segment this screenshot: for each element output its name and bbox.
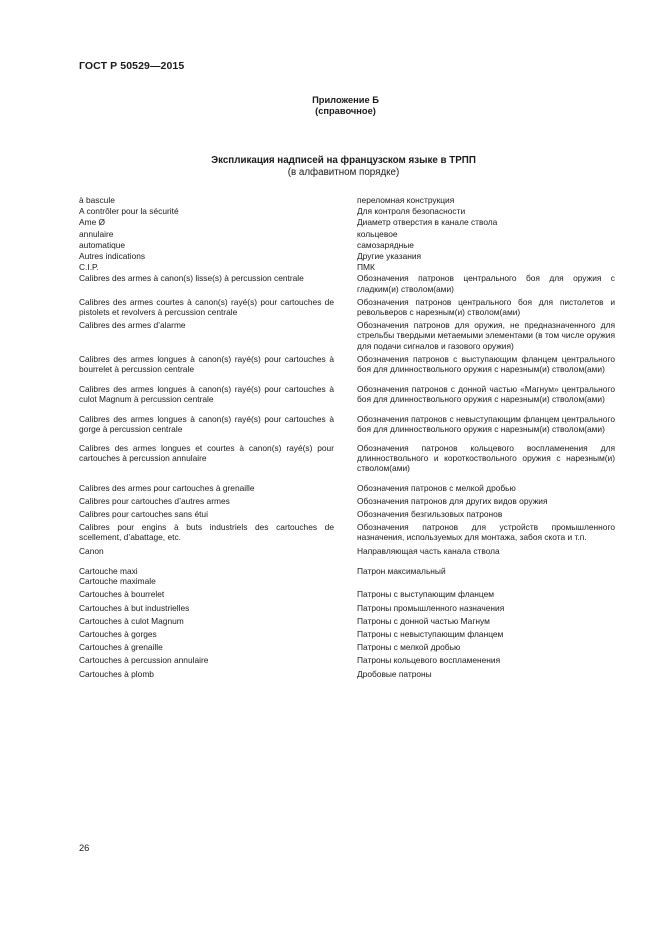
french-term: Calibres des armes courtes à canon(s) rayé(s) pour cartouches de pistolets et revolvers à percussion centrale — [79, 296, 334, 318]
russian-translation: Направляющая часть канала ствола — [357, 545, 500, 556]
russian-translation: Патроны кольцевого воспламенения — [357, 655, 501, 666]
french-term: Cartouches à grenaille — [79, 642, 163, 653]
glossary-row — [79, 206, 615, 216]
russian-translation: Патроны промышленного назначения — [357, 602, 505, 613]
french-term: Calibres des armes longues à canon(s) rayé(s) pour cartouches à culot Magnum à percussion centrale — [79, 384, 334, 405]
french-term: Cartouches à plomb — [79, 668, 154, 679]
french-term: automatique — [79, 239, 126, 250]
russian-translation: Обозначения патронов с выступающим фланцем центрального боя для длинноствольного оружия с нарезным(и) стволом(ами) — [357, 353, 615, 375]
glossary-row — [79, 414, 615, 434]
french-term: Cartouche maxi Cartouche maximale — [79, 565, 156, 587]
russian-translation: Обозначения патронов для других видов оружия — [357, 495, 548, 506]
french-term: à bascule — [79, 195, 115, 205]
french-term: Cartouches à gorges — [79, 628, 157, 639]
glossary-row — [79, 483, 615, 493]
glossary-row — [79, 655, 615, 665]
french-term: Calibres des armes longues à canon(s) rayé(s) pour cartouches à gorge à percussion centrale — [79, 413, 334, 434]
glossary-row — [79, 546, 615, 556]
glossary-row — [79, 603, 615, 613]
glossary-row — [79, 251, 615, 261]
russian-translation: Обозначения патронов с донной частью «Магнум» центрального боя для длинноствольного оружия с нарезным(и) стволом(ами) — [357, 384, 615, 405]
french-term: annulaire — [79, 228, 114, 239]
glossary-row — [79, 354, 615, 374]
glossary-row — [79, 384, 615, 404]
french-term: Autres indications — [79, 251, 146, 262]
page-number: 26 — [79, 843, 90, 853]
glossary-table — [79, 195, 615, 682]
french-term: Calibres des armes pour cartouches à grenaille — [79, 482, 255, 493]
glossary-row — [79, 509, 615, 519]
french-term: Canon — [79, 545, 104, 556]
russian-translation: Обозначения патронов центрального боя для пистолетов и револьверов с нарезным(и) стволом(ами) — [357, 296, 615, 318]
french-term: Calibres pour cartouches sans étui — [79, 509, 208, 520]
section-heading — [0, 155, 661, 179]
annex-title: Приложение Б — [312, 95, 379, 105]
russian-translation: Патроны с мелкой дробью — [357, 642, 461, 653]
russian-translation: Другие указания — [357, 251, 422, 262]
glossary-row — [79, 629, 615, 639]
russian-translation: Обозначения патронов с невыступающим фланцем центрального боя для длинноствольного оружия с нарезным(и) стволом(ами) — [357, 413, 615, 434]
russian-translation: Обозначения патронов для устройств промышленного назначения, используемых для монтажа, забоя скота и т.п. — [357, 522, 615, 543]
glossary-row — [79, 195, 615, 205]
glossary-row — [79, 217, 615, 227]
russian-translation: Для контроля безопасности — [357, 206, 466, 217]
russian-translation: Обозначения патронов с мелкой дробью — [357, 482, 516, 493]
french-term: Cartouches à but industrielles — [79, 602, 190, 613]
russian-translation: Обозначения патронов для оружия, не предназначенного для стрельбы твердыми метаемыми элементами (в том числе оружия для подачи сигналов и газового оружия) — [357, 320, 615, 351]
french-term: Ame Ø — [79, 217, 106, 228]
french-term: Calibres pour cartouches d’autres armes — [79, 495, 230, 506]
french-term: Calibres des armes longues et courtes à canon(s) rayé(s) pour cartouches à percussion annulaire — [79, 443, 334, 464]
russian-translation: Обозначения патронов центрального боя для оружия с гладким(и) стволом(ами) — [357, 273, 615, 294]
document-header: ГОСТ Р 50529—2015 — [79, 60, 185, 72]
section-subtitle: (в алфавитном порядке) — [287, 167, 400, 178]
french-term: C.I.P. — [79, 262, 99, 273]
russian-translation: ПМК — [357, 262, 375, 273]
glossary-row — [79, 589, 615, 599]
french-term: Cartouches à percussion annulaire — [79, 655, 209, 666]
glossary-row — [79, 273, 615, 293]
glossary-row — [79, 229, 615, 239]
french-term: A contrôler pour la sécurité — [79, 206, 179, 217]
glossary-row — [79, 566, 615, 586]
french-term: Cartouches à bourrelet — [79, 589, 165, 600]
annex-heading — [0, 95, 661, 117]
glossary-row — [79, 320, 615, 351]
section-title: Экспликация надписей на французском языке в ТРПП — [211, 155, 476, 166]
russian-translation: Патрон максимальный — [357, 565, 446, 576]
glossary-row — [79, 669, 615, 679]
glossary-row — [79, 522, 615, 542]
french-term: Cartouches à culot Magnum — [79, 615, 184, 626]
annex-note: (справочное) — [315, 106, 376, 116]
russian-translation: Патроны с выступающим фланцем — [357, 589, 495, 600]
glossary-row — [79, 642, 615, 652]
russian-translation: Обозначения безгильзовых патронов — [357, 509, 503, 520]
glossary-row — [79, 443, 615, 474]
russian-translation: Диаметр отверстия в канале ствола — [357, 217, 498, 228]
russian-translation: Дробовые патроны — [357, 668, 432, 679]
glossary-row — [79, 297, 615, 317]
french-term: Calibres pour engins à buts industriels des cartouches de scellement, d’abattage, etc. — [79, 522, 334, 543]
russian-translation: переломная конструкция — [357, 195, 455, 205]
russian-translation: Патроны с невыступающим фланцем — [357, 628, 504, 639]
french-term: Calibres des armes d’alarme — [79, 320, 186, 331]
russian-translation: Патроны с донной частью Магнум — [357, 615, 490, 626]
french-term: Calibres des armes à canon(s) lisse(s) à percussion centrale — [79, 273, 304, 284]
russian-translation: Обозначения патронов кольцевого воспламенения для длинноствольного и короткоствольного оружия с нарезным(и) стволом(ами) — [357, 443, 615, 474]
glossary-row — [79, 496, 615, 506]
russian-translation: кольцевое — [357, 228, 398, 239]
russian-translation: самозарядные — [357, 239, 414, 250]
glossary-row — [79, 262, 615, 272]
french-term: Calibres des armes longues à canon(s) rayé(s) pour cartouches à bourrelet à percussion centrale — [79, 353, 334, 375]
glossary-row — [79, 616, 615, 626]
glossary-row — [79, 240, 615, 250]
